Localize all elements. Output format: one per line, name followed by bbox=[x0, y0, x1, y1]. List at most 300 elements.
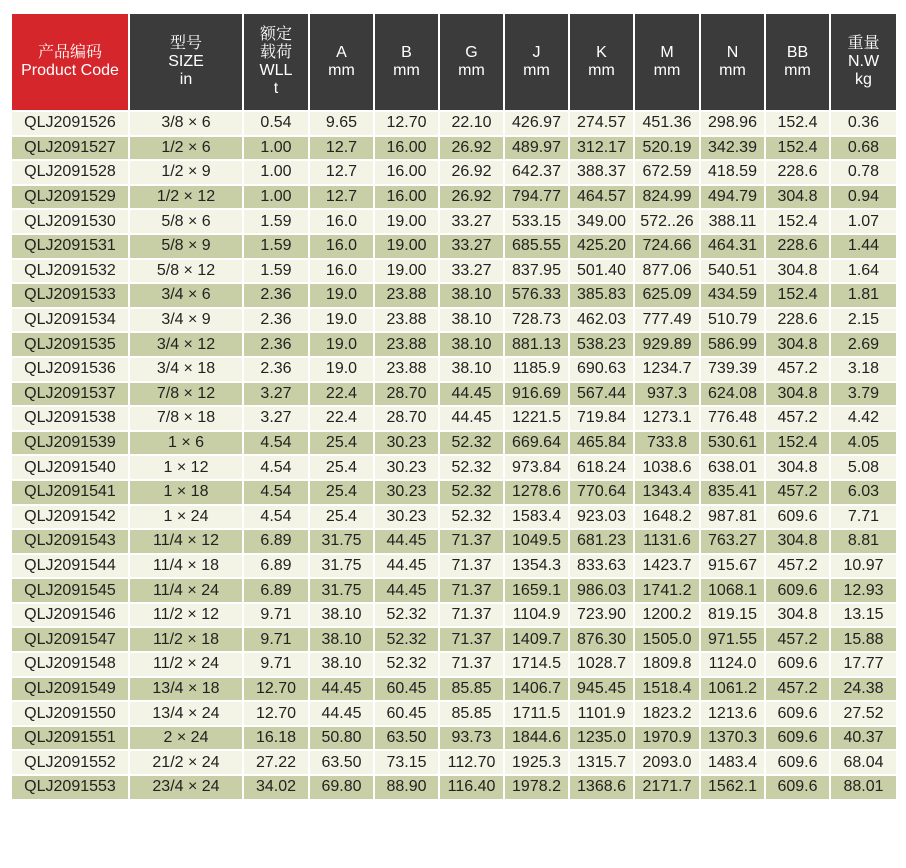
cell-k: 425.20 bbox=[569, 234, 634, 259]
header-b-line2: mm bbox=[393, 62, 420, 79]
cell-size: 3/4 × 9 bbox=[129, 308, 243, 333]
cell-product-code: QLJ2091527 bbox=[11, 136, 129, 161]
cell-product-code: QLJ2091541 bbox=[11, 480, 129, 505]
cell-b: 28.70 bbox=[374, 382, 439, 407]
cell-bb: 152.4 bbox=[765, 136, 830, 161]
cell-m: 1131.6 bbox=[634, 529, 700, 554]
cell-m: 672.59 bbox=[634, 160, 700, 185]
header-k bbox=[569, 13, 634, 111]
cell-product-code: QLJ2091529 bbox=[11, 185, 129, 210]
cell-wll: 1.00 bbox=[243, 136, 309, 161]
cell-a: 16.0 bbox=[309, 234, 374, 259]
header-weight-line3: kg bbox=[855, 71, 872, 88]
cell-a: 38.10 bbox=[309, 627, 374, 652]
cell-product-code: QLJ2091548 bbox=[11, 652, 129, 677]
cell-size: 7/8 × 18 bbox=[129, 406, 243, 431]
cell-g: 71.37 bbox=[439, 627, 504, 652]
header-j-line1: J bbox=[532, 44, 541, 61]
cell-size: 11/2 × 18 bbox=[129, 627, 243, 652]
cell-m: 2171.7 bbox=[634, 775, 700, 800]
cell-m: 625.09 bbox=[634, 283, 700, 308]
cell-b: 23.88 bbox=[374, 283, 439, 308]
cell-size: 1 × 6 bbox=[129, 431, 243, 456]
cell-product-code: QLJ2091539 bbox=[11, 431, 129, 456]
cell-size: 1 × 18 bbox=[129, 480, 243, 505]
header-wll-line3: WLL bbox=[259, 62, 293, 79]
cell-m: 724.66 bbox=[634, 234, 700, 259]
cell-a: 19.0 bbox=[309, 332, 374, 357]
table-row bbox=[11, 431, 897, 456]
cell-product-code: QLJ2091528 bbox=[11, 160, 129, 185]
cell-n: 388.11 bbox=[700, 209, 765, 234]
cell-n: 624.08 bbox=[700, 382, 765, 407]
cell-a: 19.0 bbox=[309, 283, 374, 308]
cell-size: 3/8 × 6 bbox=[129, 111, 243, 136]
cell-g: 112.70 bbox=[439, 750, 504, 775]
cell-a: 31.75 bbox=[309, 529, 374, 554]
cell-g: 33.27 bbox=[439, 259, 504, 284]
cell-b: 73.15 bbox=[374, 750, 439, 775]
cell-k: 538.23 bbox=[569, 332, 634, 357]
cell-bb: 304.8 bbox=[765, 185, 830, 210]
header-weight bbox=[830, 13, 897, 111]
cell-a: 25.4 bbox=[309, 480, 374, 505]
cell-g: 71.37 bbox=[439, 603, 504, 628]
table-row bbox=[11, 677, 897, 702]
cell-n: 434.59 bbox=[700, 283, 765, 308]
cell-j: 1925.3 bbox=[504, 750, 569, 775]
cell-n: 835.41 bbox=[700, 480, 765, 505]
cell-product-code: QLJ2091537 bbox=[11, 382, 129, 407]
cell-a: 22.4 bbox=[309, 406, 374, 431]
cell-m: 572..26 bbox=[634, 209, 700, 234]
table-row bbox=[11, 627, 897, 652]
cell-k: 567.44 bbox=[569, 382, 634, 407]
cell-size: 11/2 × 24 bbox=[129, 652, 243, 677]
cell-wll: 3.27 bbox=[243, 406, 309, 431]
cell-bb: 304.8 bbox=[765, 382, 830, 407]
cell-b: 44.45 bbox=[374, 529, 439, 554]
cell-weight: 4.05 bbox=[830, 431, 897, 456]
table-row bbox=[11, 750, 897, 775]
cell-product-code: QLJ2091535 bbox=[11, 332, 129, 357]
header-weight-line1: 重量 bbox=[847, 35, 880, 52]
cell-size: 11/4 × 12 bbox=[129, 529, 243, 554]
header-b bbox=[374, 13, 439, 111]
cell-size: 2 × 24 bbox=[129, 726, 243, 751]
header-wll bbox=[243, 13, 309, 111]
cell-g: 52.32 bbox=[439, 455, 504, 480]
cell-a: 19.0 bbox=[309, 357, 374, 382]
cell-bb: 457.2 bbox=[765, 554, 830, 579]
header-g-line2: mm bbox=[458, 62, 485, 79]
cell-a: 9.65 bbox=[309, 111, 374, 136]
cell-bb: 304.8 bbox=[765, 259, 830, 284]
cell-bb: 304.8 bbox=[765, 603, 830, 628]
header-n-line2: mm bbox=[719, 62, 746, 79]
header-k-line1: K bbox=[596, 44, 607, 61]
cell-b: 12.70 bbox=[374, 111, 439, 136]
table-row bbox=[11, 185, 897, 210]
cell-size: 7/8 × 12 bbox=[129, 382, 243, 407]
header-bb-line1: BB bbox=[786, 44, 809, 61]
cell-k: 462.03 bbox=[569, 308, 634, 333]
cell-bb: 304.8 bbox=[765, 455, 830, 480]
header-g bbox=[439, 13, 504, 111]
cell-product-code: QLJ2091543 bbox=[11, 529, 129, 554]
cell-b: 23.88 bbox=[374, 332, 439, 357]
cell-size: 1/2 × 12 bbox=[129, 185, 243, 210]
cell-size: 11/2 × 12 bbox=[129, 603, 243, 628]
cell-m: 937.3 bbox=[634, 382, 700, 407]
cell-j: 1406.7 bbox=[504, 677, 569, 702]
cell-weight: 0.78 bbox=[830, 160, 897, 185]
table-row bbox=[11, 775, 897, 800]
cell-weight: 27.52 bbox=[830, 701, 897, 726]
cell-a: 31.75 bbox=[309, 554, 374, 579]
spec-table bbox=[10, 12, 898, 801]
cell-product-code: QLJ2091549 bbox=[11, 677, 129, 702]
table-row bbox=[11, 283, 897, 308]
cell-k: 986.03 bbox=[569, 578, 634, 603]
cell-b: 44.45 bbox=[374, 578, 439, 603]
cell-wll: 12.70 bbox=[243, 677, 309, 702]
cell-b: 28.70 bbox=[374, 406, 439, 431]
cell-product-code: QLJ2091552 bbox=[11, 750, 129, 775]
cell-n: 298.96 bbox=[700, 111, 765, 136]
cell-n: 1124.0 bbox=[700, 652, 765, 677]
cell-g: 44.45 bbox=[439, 406, 504, 431]
cell-weight: 0.68 bbox=[830, 136, 897, 161]
cell-g: 52.32 bbox=[439, 431, 504, 456]
cell-a: 12.7 bbox=[309, 136, 374, 161]
cell-wll: 2.36 bbox=[243, 283, 309, 308]
cell-bb: 609.6 bbox=[765, 775, 830, 800]
table-row bbox=[11, 111, 897, 136]
table-row bbox=[11, 578, 897, 603]
cell-m: 1505.0 bbox=[634, 627, 700, 652]
table-row bbox=[11, 209, 897, 234]
cell-size: 5/8 × 6 bbox=[129, 209, 243, 234]
cell-weight: 0.36 bbox=[830, 111, 897, 136]
cell-wll: 4.54 bbox=[243, 505, 309, 530]
cell-n: 638.01 bbox=[700, 455, 765, 480]
cell-weight: 1.44 bbox=[830, 234, 897, 259]
cell-n: 763.27 bbox=[700, 529, 765, 554]
cell-product-code: QLJ2091534 bbox=[11, 308, 129, 333]
cell-k: 945.45 bbox=[569, 677, 634, 702]
cell-bb: 152.4 bbox=[765, 431, 830, 456]
header-j bbox=[504, 13, 569, 111]
cell-a: 31.75 bbox=[309, 578, 374, 603]
cell-size: 1 × 24 bbox=[129, 505, 243, 530]
cell-a: 19.0 bbox=[309, 308, 374, 333]
cell-bb: 457.2 bbox=[765, 357, 830, 382]
cell-product-code: QLJ2091531 bbox=[11, 234, 129, 259]
cell-product-code: QLJ2091530 bbox=[11, 209, 129, 234]
cell-b: 19.00 bbox=[374, 259, 439, 284]
cell-product-code: QLJ2091551 bbox=[11, 726, 129, 751]
header-j-line2: mm bbox=[523, 62, 550, 79]
cell-m: 2093.0 bbox=[634, 750, 700, 775]
cell-m: 1234.7 bbox=[634, 357, 700, 382]
cell-weight: 3.79 bbox=[830, 382, 897, 407]
cell-j: 837.95 bbox=[504, 259, 569, 284]
cell-m: 777.49 bbox=[634, 308, 700, 333]
cell-j: 685.55 bbox=[504, 234, 569, 259]
cell-b: 30.23 bbox=[374, 431, 439, 456]
cell-wll: 1.00 bbox=[243, 160, 309, 185]
cell-k: 923.03 bbox=[569, 505, 634, 530]
cell-weight: 2.15 bbox=[830, 308, 897, 333]
header-b-line1: B bbox=[401, 44, 412, 61]
cell-k: 385.83 bbox=[569, 283, 634, 308]
cell-bb: 152.4 bbox=[765, 111, 830, 136]
cell-j: 669.64 bbox=[504, 431, 569, 456]
cell-a: 16.0 bbox=[309, 209, 374, 234]
cell-a: 50.80 bbox=[309, 726, 374, 751]
cell-wll: 1.59 bbox=[243, 209, 309, 234]
cell-weight: 24.38 bbox=[830, 677, 897, 702]
cell-j: 1409.7 bbox=[504, 627, 569, 652]
cell-bb: 609.6 bbox=[765, 726, 830, 751]
header-m-line1: M bbox=[660, 44, 674, 61]
cell-wll: 2.36 bbox=[243, 357, 309, 382]
cell-g: 33.27 bbox=[439, 234, 504, 259]
cell-g: 44.45 bbox=[439, 382, 504, 407]
cell-product-code: QLJ2091545 bbox=[11, 578, 129, 603]
cell-bb: 457.2 bbox=[765, 480, 830, 505]
cell-b: 16.00 bbox=[374, 136, 439, 161]
cell-weight: 13.15 bbox=[830, 603, 897, 628]
header-wll-line4: t bbox=[273, 80, 279, 97]
cell-j: 1583.4 bbox=[504, 505, 569, 530]
cell-weight: 17.77 bbox=[830, 652, 897, 677]
cell-a: 44.45 bbox=[309, 677, 374, 702]
cell-bb: 609.6 bbox=[765, 505, 830, 530]
cell-a: 38.10 bbox=[309, 652, 374, 677]
cell-j: 728.73 bbox=[504, 308, 569, 333]
cell-j: 881.13 bbox=[504, 332, 569, 357]
cell-bb: 609.6 bbox=[765, 701, 830, 726]
cell-wll: 4.54 bbox=[243, 431, 309, 456]
header-size-line2: SIZE bbox=[168, 53, 204, 70]
cell-bb: 457.2 bbox=[765, 677, 830, 702]
cell-weight: 1.81 bbox=[830, 283, 897, 308]
cell-m: 877.06 bbox=[634, 259, 700, 284]
cell-k: 723.90 bbox=[569, 603, 634, 628]
cell-n: 1370.3 bbox=[700, 726, 765, 751]
cell-g: 116.40 bbox=[439, 775, 504, 800]
cell-weight: 10.97 bbox=[830, 554, 897, 579]
cell-m: 1809.8 bbox=[634, 652, 700, 677]
cell-product-code: QLJ2091532 bbox=[11, 259, 129, 284]
table-row bbox=[11, 382, 897, 407]
cell-wll: 6.89 bbox=[243, 578, 309, 603]
cell-g: 38.10 bbox=[439, 283, 504, 308]
cell-g: 71.37 bbox=[439, 529, 504, 554]
cell-n: 586.99 bbox=[700, 332, 765, 357]
cell-m: 1343.4 bbox=[634, 480, 700, 505]
cell-j: 1049.5 bbox=[504, 529, 569, 554]
cell-n: 987.81 bbox=[700, 505, 765, 530]
cell-weight: 12.93 bbox=[830, 578, 897, 603]
cell-bb: 609.6 bbox=[765, 652, 830, 677]
cell-bb: 228.6 bbox=[765, 308, 830, 333]
cell-wll: 16.18 bbox=[243, 726, 309, 751]
cell-wll: 34.02 bbox=[243, 775, 309, 800]
cell-m: 1423.7 bbox=[634, 554, 700, 579]
cell-g: 26.92 bbox=[439, 136, 504, 161]
cell-k: 1028.7 bbox=[569, 652, 634, 677]
cell-k: 770.64 bbox=[569, 480, 634, 505]
cell-k: 690.63 bbox=[569, 357, 634, 382]
cell-bb: 457.2 bbox=[765, 627, 830, 652]
cell-weight: 1.07 bbox=[830, 209, 897, 234]
cell-size: 11/4 × 18 bbox=[129, 554, 243, 579]
cell-weight: 68.04 bbox=[830, 750, 897, 775]
cell-b: 30.23 bbox=[374, 505, 439, 530]
cell-weight: 40.37 bbox=[830, 726, 897, 751]
cell-weight: 1.64 bbox=[830, 259, 897, 284]
table-row bbox=[11, 652, 897, 677]
cell-j: 1844.6 bbox=[504, 726, 569, 751]
table-row bbox=[11, 160, 897, 185]
cell-k: 501.40 bbox=[569, 259, 634, 284]
cell-size: 3/4 × 18 bbox=[129, 357, 243, 382]
cell-n: 915.67 bbox=[700, 554, 765, 579]
cell-wll: 6.89 bbox=[243, 554, 309, 579]
cell-weight: 7.71 bbox=[830, 505, 897, 530]
header-a-line2: mm bbox=[328, 62, 355, 79]
cell-j: 1104.9 bbox=[504, 603, 569, 628]
cell-n: 971.55 bbox=[700, 627, 765, 652]
cell-a: 25.4 bbox=[309, 455, 374, 480]
cell-k: 464.57 bbox=[569, 185, 634, 210]
table-row bbox=[11, 357, 897, 382]
cell-j: 1185.9 bbox=[504, 357, 569, 382]
header-size-line3: in bbox=[179, 71, 193, 88]
cell-size: 5/8 × 9 bbox=[129, 234, 243, 259]
cell-k: 274.57 bbox=[569, 111, 634, 136]
cell-wll: 1.59 bbox=[243, 259, 309, 284]
cell-j: 1714.5 bbox=[504, 652, 569, 677]
cell-wll: 2.36 bbox=[243, 332, 309, 357]
cell-weight: 6.03 bbox=[830, 480, 897, 505]
cell-wll: 1.00 bbox=[243, 185, 309, 210]
cell-n: 776.48 bbox=[700, 406, 765, 431]
cell-g: 85.85 bbox=[439, 677, 504, 702]
cell-size: 1/2 × 6 bbox=[129, 136, 243, 161]
cell-size: 23/4 × 24 bbox=[129, 775, 243, 800]
cell-k: 876.30 bbox=[569, 627, 634, 652]
cell-n: 1213.6 bbox=[700, 701, 765, 726]
cell-product-code: QLJ2091542 bbox=[11, 505, 129, 530]
cell-wll: 4.54 bbox=[243, 455, 309, 480]
cell-k: 1101.9 bbox=[569, 701, 634, 726]
cell-wll: 12.70 bbox=[243, 701, 309, 726]
cell-weight: 5.08 bbox=[830, 455, 897, 480]
table-row bbox=[11, 308, 897, 333]
cell-wll: 9.71 bbox=[243, 627, 309, 652]
header-bb bbox=[765, 13, 830, 111]
cell-a: 69.80 bbox=[309, 775, 374, 800]
cell-size: 3/4 × 12 bbox=[129, 332, 243, 357]
cell-size: 11/4 × 24 bbox=[129, 578, 243, 603]
header-a bbox=[309, 13, 374, 111]
cell-b: 52.32 bbox=[374, 603, 439, 628]
cell-n: 464.31 bbox=[700, 234, 765, 259]
cell-a: 63.50 bbox=[309, 750, 374, 775]
cell-m: 1200.2 bbox=[634, 603, 700, 628]
header-m bbox=[634, 13, 700, 111]
cell-size: 5/8 × 12 bbox=[129, 259, 243, 284]
table-row bbox=[11, 136, 897, 161]
cell-weight: 8.81 bbox=[830, 529, 897, 554]
cell-m: 1741.2 bbox=[634, 578, 700, 603]
cell-weight: 4.42 bbox=[830, 406, 897, 431]
cell-product-code: QLJ2091538 bbox=[11, 406, 129, 431]
cell-k: 1368.6 bbox=[569, 775, 634, 800]
cell-size: 21/2 × 24 bbox=[129, 750, 243, 775]
cell-j: 794.77 bbox=[504, 185, 569, 210]
table-row bbox=[11, 554, 897, 579]
cell-weight: 88.01 bbox=[830, 775, 897, 800]
cell-a: 12.7 bbox=[309, 160, 374, 185]
cell-g: 52.32 bbox=[439, 505, 504, 530]
cell-product-code: QLJ2091550 bbox=[11, 701, 129, 726]
cell-b: 30.23 bbox=[374, 480, 439, 505]
cell-wll: 4.54 bbox=[243, 480, 309, 505]
cell-m: 929.89 bbox=[634, 332, 700, 357]
cell-m: 733.8 bbox=[634, 431, 700, 456]
cell-j: 916.69 bbox=[504, 382, 569, 407]
cell-k: 349.00 bbox=[569, 209, 634, 234]
cell-g: 38.10 bbox=[439, 332, 504, 357]
cell-g: 38.10 bbox=[439, 308, 504, 333]
cell-size: 13/4 × 18 bbox=[129, 677, 243, 702]
cell-bb: 228.6 bbox=[765, 160, 830, 185]
cell-g: 33.27 bbox=[439, 209, 504, 234]
cell-bb: 304.8 bbox=[765, 332, 830, 357]
cell-g: 85.85 bbox=[439, 701, 504, 726]
cell-n: 540.51 bbox=[700, 259, 765, 284]
cell-b: 63.50 bbox=[374, 726, 439, 751]
table-row bbox=[11, 603, 897, 628]
cell-j: 1354.3 bbox=[504, 554, 569, 579]
header-bb-line2: mm bbox=[784, 62, 811, 79]
cell-m: 1970.9 bbox=[634, 726, 700, 751]
cell-n: 819.15 bbox=[700, 603, 765, 628]
cell-a: 25.4 bbox=[309, 431, 374, 456]
cell-b: 52.32 bbox=[374, 627, 439, 652]
cell-m: 451.36 bbox=[634, 111, 700, 136]
table-row bbox=[11, 259, 897, 284]
cell-m: 1518.4 bbox=[634, 677, 700, 702]
cell-b: 60.45 bbox=[374, 701, 439, 726]
cell-wll: 6.89 bbox=[243, 529, 309, 554]
cell-size: 1/2 × 9 bbox=[129, 160, 243, 185]
cell-m: 824.99 bbox=[634, 185, 700, 210]
cell-j: 1978.2 bbox=[504, 775, 569, 800]
header-m-line2: mm bbox=[653, 62, 681, 79]
cell-wll: 9.71 bbox=[243, 652, 309, 677]
cell-wll: 3.27 bbox=[243, 382, 309, 407]
header-size bbox=[129, 13, 243, 111]
cell-wll: 27.22 bbox=[243, 750, 309, 775]
cell-a: 12.7 bbox=[309, 185, 374, 210]
header-g-line1: G bbox=[465, 44, 478, 61]
